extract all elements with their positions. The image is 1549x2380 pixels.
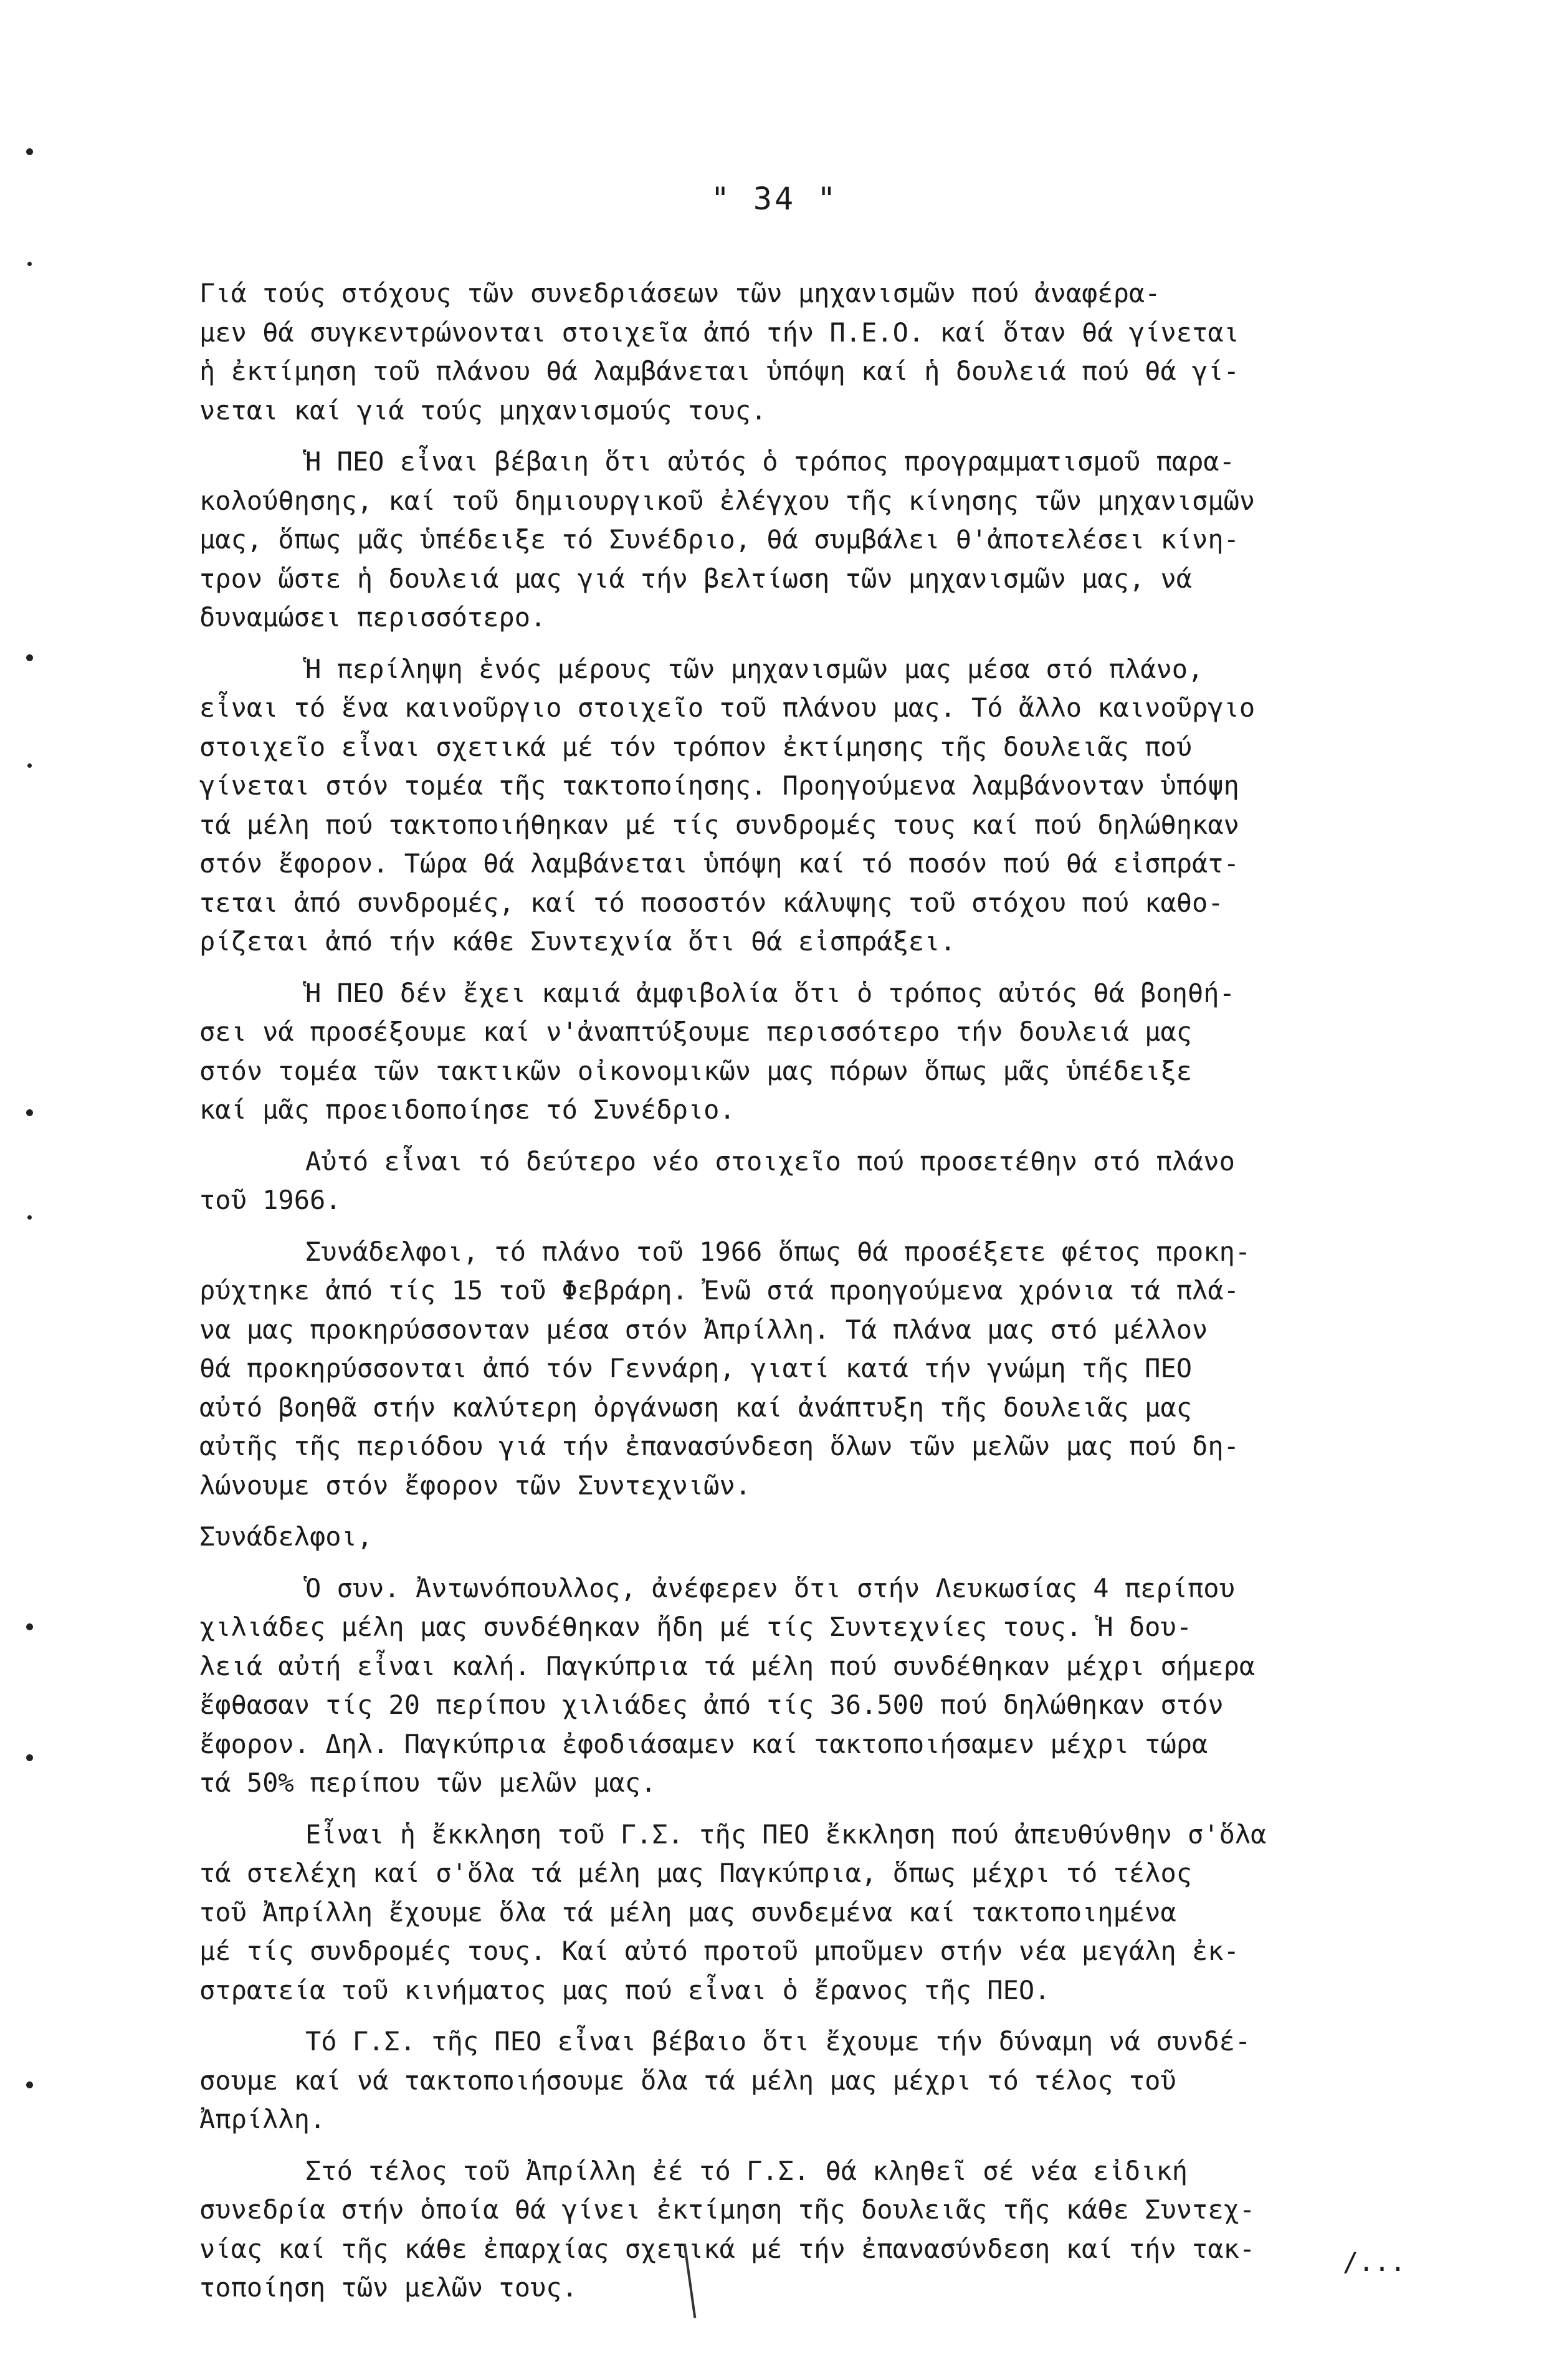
text-line: ρύχτηκε ἀπό τίς 15 τοῦ Φεβράρη. Ἐνῶ στά προηγούμενα χρόνια τά πλά-	[199, 1275, 1239, 1306]
text-line: στοιχεῖο εἶναι σχετικά μέ τόν τρόπον ἐκτίμησης τῆς δουλειᾶς πού	[199, 731, 1193, 762]
text-line: τά στελέχη καί σ'ὅλα τά μέλη μας Παγκύπρια, ὅπως μέχρι τό τέλος	[199, 1858, 1193, 1888]
text-line: Αὐτό εἶναι τό δεύτερο νέο στοιχεῖο πού προσετέθην στό πλάνο	[305, 1145, 1235, 1177]
paragraph	[199, 1569, 1483, 1803]
text-line: Γιά τούς στόχους τῶν συνεδριάσεων τῶν μηχανισμῶν πού ἀναφέρα-	[199, 278, 1161, 308]
text-line: γίνεται στόν τομέα τῆς τακτοποίησης. Προηγούμενα λαμβάνονταν ὑπόψη	[199, 770, 1239, 801]
paragraph	[199, 2152, 1483, 2308]
page-number: " 34 "	[710, 181, 839, 217]
text-line: λώνουμε στόν ἔφορον τῶν Συντεχνιῶν.	[199, 1470, 751, 1501]
paragraph	[199, 974, 1483, 1130]
text-line: τοῦ Ἀπρίλλη ἔχουμε ὅλα τά μέλη μας συνδεμένα καί τακτοποιημένα	[199, 1896, 1176, 1928]
text-line: σουμε καί νά τακτοποιήσουμε ὅλα τά μέλη μας μέχρι τό τέλος τοῦ	[199, 2065, 1176, 2096]
paragraph	[199, 442, 1483, 638]
margin-dot	[26, 2081, 33, 2088]
paragraph	[199, 274, 1483, 430]
text-line: στόν ἔφορον. Τώρα θά λαμβάνεται ὑπόψη καί τό ποσόν πού θά εἰσπράτ-	[199, 848, 1239, 879]
continuation-mark: /...	[1342, 2247, 1406, 2277]
text-line: δυναμώσει περισσότερο.	[199, 602, 546, 633]
text-line: συνεδρία στήν ὁποία θά γίνει ἐκτίμηση τῆς δουλειᾶς τῆς κάθε Συντεχ-	[199, 2194, 1256, 2225]
text-line: ἔφορον. Δηλ. Παγκύπρια ἐφοδιάσαμεν καί τακτοποιήσαμεν μέχρι τώρα	[199, 1728, 1208, 1759]
text-line: μας, ὅπως μᾶς ὑπέδειξε τό Συνέδριο, θά συμβάλει θ'ἀποτελέσει κίνη-	[199, 524, 1239, 555]
text-line: Ἡ ΠΕΟ δέν ἔχει καμιά ἀμφιβολία ὅτι ὁ τρόπος αὐτός θά βοηθή-	[305, 977, 1235, 1008]
margin-dot	[27, 763, 32, 768]
text-line: Συνάδελφοι, τό πλάνο τοῦ 1966 ὅπως θά προσέξετε φέτος προκη-	[305, 1236, 1251, 1267]
text-line: τρον ὥστε ἡ δουλειά μας γιά τήν βελτίωση τῶν μηχανισμῶν μας, νά	[199, 563, 1193, 594]
margin-dot	[26, 654, 33, 661]
margin-dot	[26, 1623, 33, 1630]
text-line: τά 50% περίπου τῶν μελῶν μας.	[199, 1767, 657, 1798]
text-line: νίας καί τῆς κάθε ἐπαρχίας σχετικά μέ τήν ἐπανασύνδεση καί τήν τακ-	[199, 2233, 1256, 2264]
text-line: εἶναι τό ἕνα καινοῦργιο στοιχεῖο τοῦ πλάνου μας. Τό ἄλλο καινοῦργιο	[199, 692, 1256, 723]
text-line: καί μᾶς προειδοποίησε τό Συνέδριο.	[199, 1094, 735, 1125]
text-line: μέ τίς συνδρομές τους. Καί αὐτό προτοῦ μποῦμεν στήν νέα μεγάλη ἐκ-	[199, 1936, 1239, 1966]
text-line: Ἀπρίλλη.	[199, 2104, 326, 2134]
margin-dot	[26, 148, 33, 155]
paragraph	[199, 1815, 1483, 2010]
text-line: χιλιάδες μέλη μας συνδέθηκαν ἤδη μέ τίς Συντεχνίες τους. Ἡ δου-	[199, 1612, 1193, 1642]
text-line: στρατεία τοῦ κινήματος μας πού εἶναι ὁ ἔρανος τῆς ΠΕΟ.	[199, 1974, 1051, 2005]
text-line: Τό Γ.Σ. τῆς ΠΕΟ εἶναι βέβαιο ὅτι ἔχουμε τήν δύναμη νά συνδέ-	[305, 2026, 1251, 2057]
text-line: στόν τομέα τῶν τακτικῶν οἰκονομικῶν μας πόρων ὅπως μᾶς ὑπέδειξε	[199, 1055, 1193, 1086]
text-line: κολούθησης, καί τοῦ δημιουργικοῦ ἐλέγχου τῆς κίνησης τῶν μηχανισμῶν	[199, 485, 1256, 516]
paragraph	[199, 1142, 1483, 1220]
text-line: Ἡ ΠΕΟ εἶναι βέβαιη ὅτι αὐτός ὁ τρόπος προγραμματισμοῦ παρα-	[305, 446, 1235, 477]
text-line: Συνάδελφοι,	[199, 1521, 373, 1552]
text-line: νεται καί γιά τούς μηχανισμούς τους.	[199, 394, 767, 426]
text-line: Εἶναι ἡ ἔκκληση τοῦ Γ.Σ. τῆς ΠΕΟ ἔκκληση πού ἀπευθύνθην σ'ὅλα	[305, 1818, 1267, 1850]
text-line: τά μέλη πού τακτοποιήθηκαν μέ τίς συνδρομές τους καί πού δηλώθηκαν	[199, 809, 1239, 840]
margin-dot	[27, 1215, 32, 1220]
text-line: τεται ἀπό συνδρομές, καί τό ποσοστόν κάλυψης τοῦ στόχου πού καθο-	[199, 887, 1224, 918]
margin-dot	[26, 1754, 33, 1761]
margin-dot	[27, 262, 32, 266]
text-line: ἔφθασαν τίς 20 περίπου χιλιάδες ἀπό τίς 36.500 πού δηλώθηκαν στόν	[199, 1689, 1224, 1720]
text-line: τοποίηση τῶν μελῶν τους.	[199, 2272, 578, 2303]
text-line: Ὁ συν. Ἀντωνόπουλλος, ἀνέφερεν ὅτι στήν Λευκωσίας 4 περίπου	[305, 1572, 1235, 1603]
margin-dot	[26, 1109, 33, 1116]
text-line: να μας προκηρύσσονταν μέσα στόν Ἀπρίλλη. Τά πλάνα μας στό μέλλον	[199, 1314, 1208, 1345]
paragraph	[199, 2022, 1483, 2139]
text-line: θά προκηρύσσονται ἀπό τόν Γεννάρη, γιατί κατά τήν γνώμη τῆς ΠΕΟ	[199, 1353, 1193, 1384]
paragraph	[199, 1233, 1483, 1506]
paragraph	[199, 1517, 1483, 1557]
text-line: ἡ ἐκτίμηση τοῦ πλάνου θά λαμβάνεται ὑπόψη καί ἡ δουλειά πού θά γί-	[199, 356, 1239, 386]
text-line: μεν θά συγκεντρώνονται στοιχεῖα ἀπό τήν Π.Ε.Ο. καί ὅταν θά γίνεται	[199, 317, 1239, 348]
text-line: Στό τέλος τοῦ Ἀπρίλλη ἐέ τό Γ.Σ. θά κληθεῖ σέ νέα εἰδική	[305, 2155, 1188, 2186]
paragraph	[199, 650, 1483, 962]
text-line: λειά αὐτή εἶναι καλή. Παγκύπρια τά μέλη πού συνδέθηκαν μέχρι σήμερα	[199, 1650, 1256, 1681]
text-line: ρίζεται ἀπό τήν κάθε Συντεχνία ὅτι θά εἰσπράξει.	[199, 926, 956, 957]
text-line: αὐτῆς τῆς περιόδου γιά τήν ἐπανασύνδεση ὅλων τῶν μελῶν μας πού δη-	[199, 1431, 1239, 1461]
document-body	[199, 274, 1483, 2320]
text-line: αὐτό βοηθᾶ στήν καλύτερη ὀργάνωση καί ἀνάπτυξη τῆς δουλειᾶς μας	[199, 1392, 1193, 1423]
text-line: Ἡ περίληψη ἑνός μέρους τῶν μηχανισμῶν μας μέσα στό πλάνο,	[305, 653, 1204, 684]
text-line: τοῦ 1966.	[199, 1185, 341, 1215]
text-line: σει νά προσέξουμε καί ν'ἀναπτύξουμε περισσότερο τήν δουλειά μας	[199, 1016, 1193, 1047]
